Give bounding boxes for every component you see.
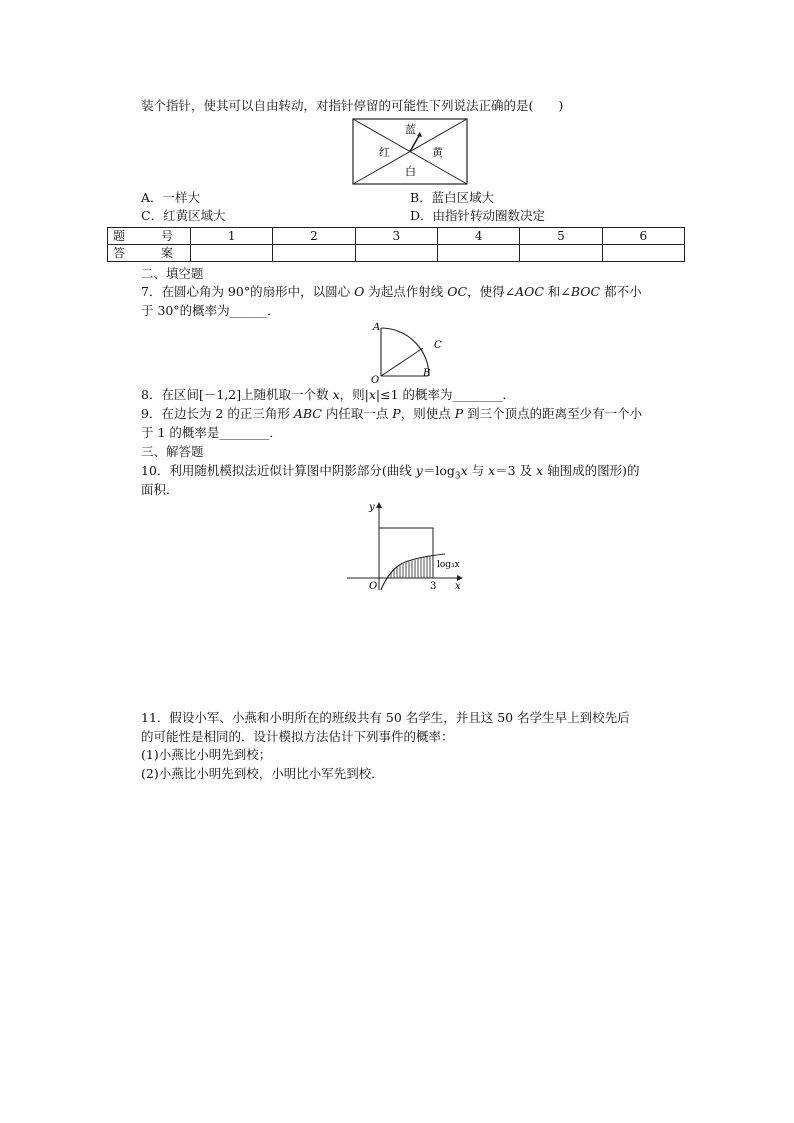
table-cell: 1 bbox=[191, 228, 273, 245]
log-graph-figure bbox=[345, 498, 470, 594]
table-row bbox=[108, 228, 685, 245]
tick-three-label: 3 bbox=[430, 581, 437, 592]
label-red: 红 bbox=[379, 146, 390, 159]
section-solve-title: 三、解答题 bbox=[141, 444, 204, 459]
answer-cell-5[interactable] bbox=[520, 245, 602, 262]
point-b-label: B bbox=[423, 368, 431, 379]
q10-line2: 面积． bbox=[141, 482, 179, 497]
answer-cell-2[interactable] bbox=[273, 245, 355, 262]
label-blue: 蓝 bbox=[405, 123, 416, 136]
question-number-header: 题 号 bbox=[108, 228, 191, 245]
sector-arc bbox=[381, 328, 429, 376]
shaded-region bbox=[386, 556, 433, 578]
q7-line2: 于 30°的概率为______． bbox=[141, 303, 280, 318]
answer-header: 答 案 bbox=[108, 245, 191, 262]
sector-figure bbox=[368, 320, 448, 385]
table-cell: 5 bbox=[520, 228, 602, 245]
q9-line2: 于 1 的概率是________． bbox=[141, 425, 282, 440]
q11-part2: (2)小燕比小明先到校，小明比小军先到校． bbox=[141, 766, 384, 781]
q6-option-b: B．蓝白区域大 bbox=[410, 190, 495, 205]
q11-part1: (1)小燕比小明先到校； bbox=[141, 747, 272, 762]
section-fill-in-title: 二、填空题 bbox=[141, 266, 204, 281]
q11-line2: 的可能性是相同的．设计模拟方法估计下列事件的概率： bbox=[141, 729, 454, 744]
x-axis-label: x bbox=[455, 581, 461, 592]
ray-oc bbox=[381, 348, 423, 376]
point-o-label: O bbox=[371, 375, 380, 385]
y-axis-label: y bbox=[369, 502, 375, 513]
point-c-label: C bbox=[434, 340, 442, 351]
q11-line1: 11．假设小军、小燕和小明所在的班级共有 50 名学生，并且这 50 名学生早上到校先后 bbox=[141, 710, 630, 725]
answer-cell-1[interactable] bbox=[191, 245, 273, 262]
q9-line1: 9．在边长为 2 的正三角形 ABC 内任取一点 P，则使点 P 到三个顶点的距离至少有一个小 bbox=[141, 406, 643, 421]
answer-table bbox=[107, 227, 685, 262]
origin-label: O bbox=[369, 581, 378, 592]
q6-option-c: C．红黄区域大 bbox=[141, 208, 226, 223]
q7-line1: 7．在圆心角为 90°的扇形中，以圆心 O 为起点作射线 OC，使得∠AOC 和∠BOC 都不小 bbox=[141, 284, 642, 299]
label-white: 白 bbox=[405, 165, 416, 178]
answer-cell-4[interactable] bbox=[437, 245, 519, 262]
q10-line1: 10．利用随机模拟法近似计算图中阴影部分(曲线 $y=\log_3x$ 与 x＝3 及 x 轴围成的图形)的 bbox=[141, 463, 640, 482]
q6-option-a: A．一样大 bbox=[141, 190, 201, 205]
table-cell: 6 bbox=[602, 228, 684, 245]
table-cell: 3 bbox=[355, 228, 437, 245]
curve-label: log₃x bbox=[437, 560, 460, 570]
table-row bbox=[108, 245, 685, 262]
answer-cell-3[interactable] bbox=[355, 245, 437, 262]
label-yellow: 黄 bbox=[432, 146, 443, 159]
spinner-figure bbox=[352, 118, 468, 186]
y-axis-arrow-icon bbox=[376, 502, 382, 508]
table-cell: 2 bbox=[273, 228, 355, 245]
q6-stem: 装个指针，使其可以自由转动，对指针停留的可能性下列说法正确的是( ) bbox=[141, 98, 564, 113]
answer-cell-6[interactable] bbox=[602, 245, 684, 262]
q8-text: 8．在区间[－1,2]上随机取一个数 x，则|x|≤1 的概率为________． bbox=[141, 387, 516, 402]
pointer-arrow-icon bbox=[417, 132, 422, 137]
point-a-label: A bbox=[373, 322, 381, 333]
q6-option-d: D．由指针转动圈数决定 bbox=[410, 208, 546, 223]
table-cell: 4 bbox=[437, 228, 519, 245]
